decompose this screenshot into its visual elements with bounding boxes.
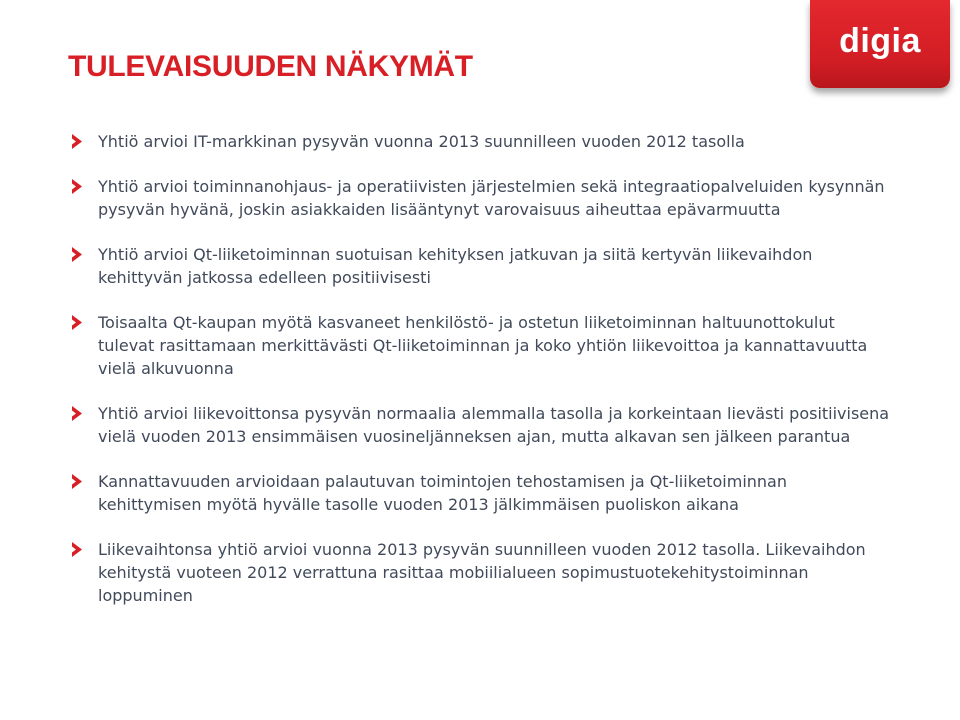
digia-logo	[810, 0, 950, 100]
bullet-text: Yhtiö arvioi IT-markkinan pysyvän vuonna 2013 suunnilleen vuoden 2012 tasolla	[98, 132, 745, 151]
red-arrow-icon	[72, 247, 82, 262]
bullet-item	[70, 130, 890, 153]
bullet-item	[70, 243, 890, 289]
red-arrow-icon	[72, 406, 82, 421]
bullet-item	[70, 402, 890, 448]
red-arrow-icon	[72, 315, 82, 330]
bullet-item	[70, 470, 890, 516]
bullet-list	[70, 130, 890, 607]
bullet-item	[70, 538, 890, 607]
bullet-item	[70, 311, 890, 380]
bullet-text: Liikevaihtonsa yhtiö arvioi vuonna 2013 pysyvän suunnilleen vuoden 2012 tasolla. Liikevaihdon kehitystä vuoteen 2012 verrattuna rasittaa mobiilialueen sopimustuotekehitystoiminnan loppuminen	[98, 540, 866, 605]
slide-title: TULEVAISUUDEN NÄKYMÄT	[68, 50, 473, 83]
bullet-text: Yhtiö arvioi Qt-liiketoiminnan suotuisan kehityksen jatkuvan ja siitä kertyvän liikevaihdon kehittyvän jatkossa edelleen positiivisesti	[98, 245, 813, 287]
red-arrow-icon	[72, 179, 82, 194]
bullet-text: Kannattavuuden arvioidaan palautuvan toimintojen tehostamisen ja Qt-liiketoiminnan kehittymisen myötä hyvälle tasolle vuoden 2013 jälkimmäisen puoliskon aikana	[98, 472, 787, 514]
bullet-text: Toisaalta Qt-kaupan myötä kasvaneet henkilöstö- ja ostetun liiketoiminnan haltuunottokulut tulevat rasittamaan merkittävästi Qt-liiketoiminnan ja koko yhtiön liikevoittoa ja kannattavuutta vielä alkuvuonna	[98, 313, 868, 378]
logo-text: digia	[839, 22, 921, 60]
bullet-text: Yhtiö arvioi liikevoittonsa pysyvän normaalia alemmalla tasolla ja korkeintaan lievästi positiivisena vielä vuoden 2013 ensimmäisen vuosineljänneksen ajan, mutta alkavan sen jälkeen parantua	[98, 404, 890, 446]
bullet-item	[70, 175, 890, 221]
red-arrow-icon	[72, 542, 82, 557]
bullet-text: Yhtiö arvioi toiminnanohjaus- ja operatiivisten järjestelmien sekä integraatiopalveluiden kysynnän pysyvän hyvänä, joskin asiakkaiden lisääntynyt varovaisuus aiheuttaa epävarmuutta	[98, 177, 885, 219]
red-arrow-icon	[72, 474, 82, 489]
red-arrow-icon	[72, 134, 82, 149]
